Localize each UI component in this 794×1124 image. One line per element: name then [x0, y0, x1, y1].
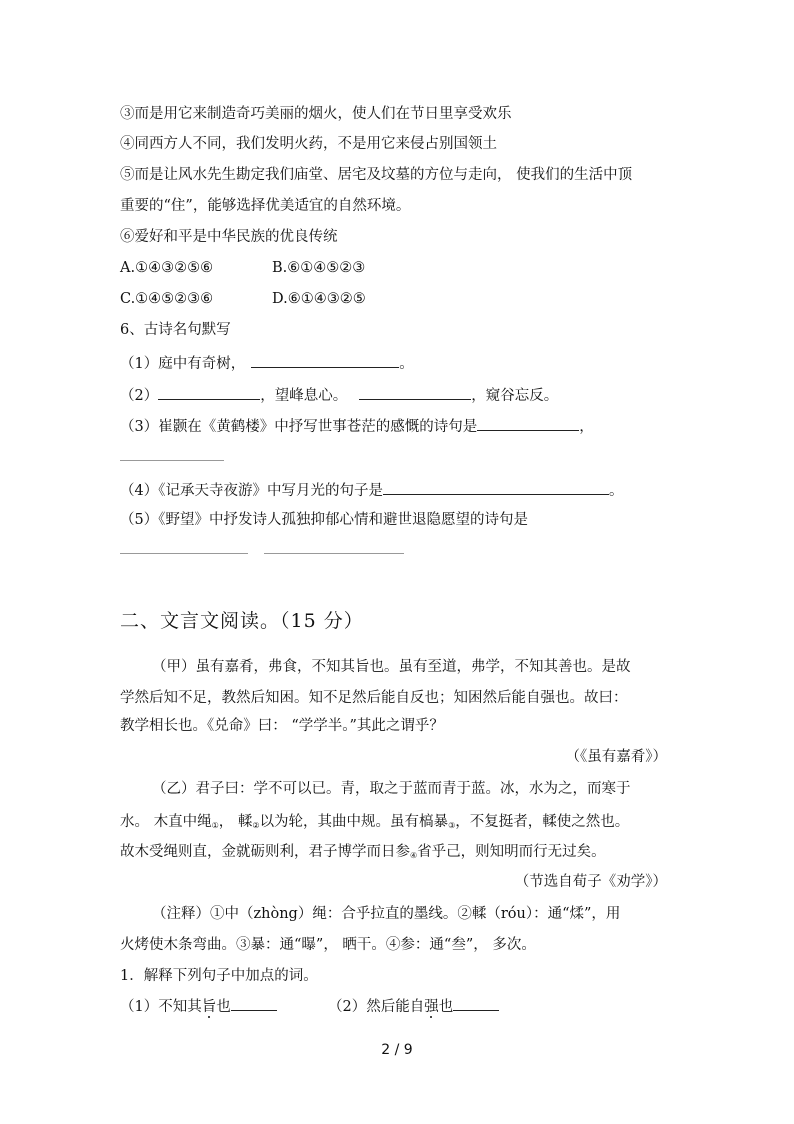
q6-s1-prefix: （1）庭中有奇树，: [120, 356, 246, 372]
q6-s2-mid: ，望峰息心。: [260, 388, 348, 404]
q1-p1-dotted-word: 旨: [201, 999, 217, 1015]
q6-sentence-2: [120, 384, 558, 406]
passage-jia-line1: （甲）虽有嘉肴，弗食，不知其旨也。虽有至道，弗学，不知其善也。是故: [152, 659, 631, 675]
choice-d: D.⑥①④③②⑤: [272, 291, 366, 307]
q6-s2-prefix: （2）: [120, 388, 159, 404]
passage-jia-line3: 教学相长也。《兑命》曰： “学学半。”其此之谓乎？: [120, 718, 444, 734]
footnote-marker-1: ①: [211, 821, 219, 830]
q6-s1-suffix: 。: [399, 356, 414, 372]
yi-line3-part-a: 故木受绳则直，金就砺则利，君子博学而日参: [120, 844, 410, 860]
q6-s2-suffix: ，窥谷忘反。: [471, 388, 559, 404]
passage-yi-source: （节选自荀子《劝学》）: [514, 874, 667, 890]
q1-p1-end: 也: [216, 999, 231, 1015]
option-item-6: ⑥爱好和平是中华民族的优良传统: [120, 229, 338, 245]
q1-p2-dotted-word: 强: [424, 999, 439, 1015]
answer-blank-q1-1[interactable]: [231, 995, 277, 1011]
passage-yi-line1: （乙）君子曰：学不可以已。青，取之于蓝而青于蓝。冰，水为之，而寒于: [152, 781, 631, 797]
yi-line2-part-b: ， 輮: [218, 814, 253, 830]
answer-blank-2b[interactable]: [359, 384, 471, 400]
q6-s4-suffix: 。: [608, 483, 624, 499]
q1-part-1: [120, 995, 277, 1017]
choice-a: A.①④③②⑤⑥: [120, 260, 214, 276]
q6-sentence-3: [120, 415, 594, 437]
passage-yi-line3: [120, 842, 606, 864]
answer-blank-5a[interactable]: [120, 552, 248, 554]
yi-line2-part-a: 水。 木直中绳: [120, 814, 212, 830]
answer-blank-q1-2[interactable]: [453, 995, 499, 1011]
answer-blank-3b[interactable]: [120, 459, 224, 461]
q6-s3-suffix: ，: [579, 419, 594, 435]
answer-blank-3a[interactable]: [477, 415, 579, 431]
choice-c: C.①④⑤②③⑥: [120, 291, 214, 307]
answer-blank-5b[interactable]: [264, 552, 404, 554]
answer-blank-2a[interactable]: [158, 384, 260, 400]
passage-jia-line2: 学然后知不足，教然后知困。知不足然后能自反也；知困然后能自强也。故曰：: [120, 690, 628, 706]
q6-s4-text: （4）《记承天寺夜游》中写月光的句子是: [120, 483, 383, 499]
yi-line2-part-d: ，不复挺者，輮使之然也。: [455, 814, 630, 830]
annotation-line1: （注释）①中（zhòng）绳：合乎拉直的墨线。②輮（róu）：通“煣”，用: [152, 906, 621, 922]
option-item-3: ③而是用它来制造奇巧美丽的烟火，使人们在节日里享受欢乐: [120, 106, 512, 122]
annotation-line2: 火烤使木条弯曲。③暴：通“曝”， 晒干。④参：通“叁”， 多次。: [120, 937, 536, 953]
footnote-marker-3: ③: [448, 821, 456, 830]
answer-blank-4[interactable]: [383, 479, 609, 495]
q6-sentence-1: [120, 352, 414, 374]
q1-p2-end: 也: [438, 999, 454, 1015]
choice-b: B.⑥①④⑤②③: [272, 260, 366, 276]
q1-p1-text: （1）不知其: [120, 999, 202, 1015]
q1-part-2: [328, 995, 499, 1017]
option-item-5-line2: 重要的“住”，能够选择优美适宜的自然环境。: [120, 198, 411, 214]
option-item-4: ④同西方人不同，我们发明火药，不是用它来侵占别国领土: [120, 136, 497, 152]
q6-sentence-4: [120, 479, 623, 501]
q1-p2-text: （2）然后能自: [328, 999, 425, 1015]
question-1-title: 1．解释下列句子中加点的词。: [120, 968, 318, 984]
section-2-heading: 二、文言文阅读。（15 分）: [120, 610, 364, 632]
option-item-5-line1: ⑤而是让风水先生勘定我们庙堂、居宅及坟墓的方位与走向， 使我们的生活中顶: [120, 167, 633, 183]
question-6-title: 6、古诗名句默写: [120, 322, 231, 338]
footnote-marker-4: ④: [410, 851, 418, 860]
passage-yi-line2: [120, 812, 629, 834]
footnote-marker-2: ②: [252, 821, 260, 830]
passage-jia-source: （《虽有嘉肴》）: [565, 749, 667, 765]
q6-sentence-5: （5）《野望》中抒发诗人孤独抑郁心情和避世退隐愿望的诗句是: [120, 512, 528, 528]
page-number: 2 / 9: [381, 1042, 413, 1058]
yi-line3-part-b: 省乎己，则知明而行无过矣。: [417, 844, 606, 860]
q6-s3-text: （3）崔颢在《黄鹤楼》中抒写世事苍茫的感慨的诗句是: [120, 419, 478, 435]
answer-blank-1[interactable]: [251, 352, 399, 368]
yi-line2-part-c: 以为轮，其曲中规。虽有槁暴: [259, 814, 449, 830]
